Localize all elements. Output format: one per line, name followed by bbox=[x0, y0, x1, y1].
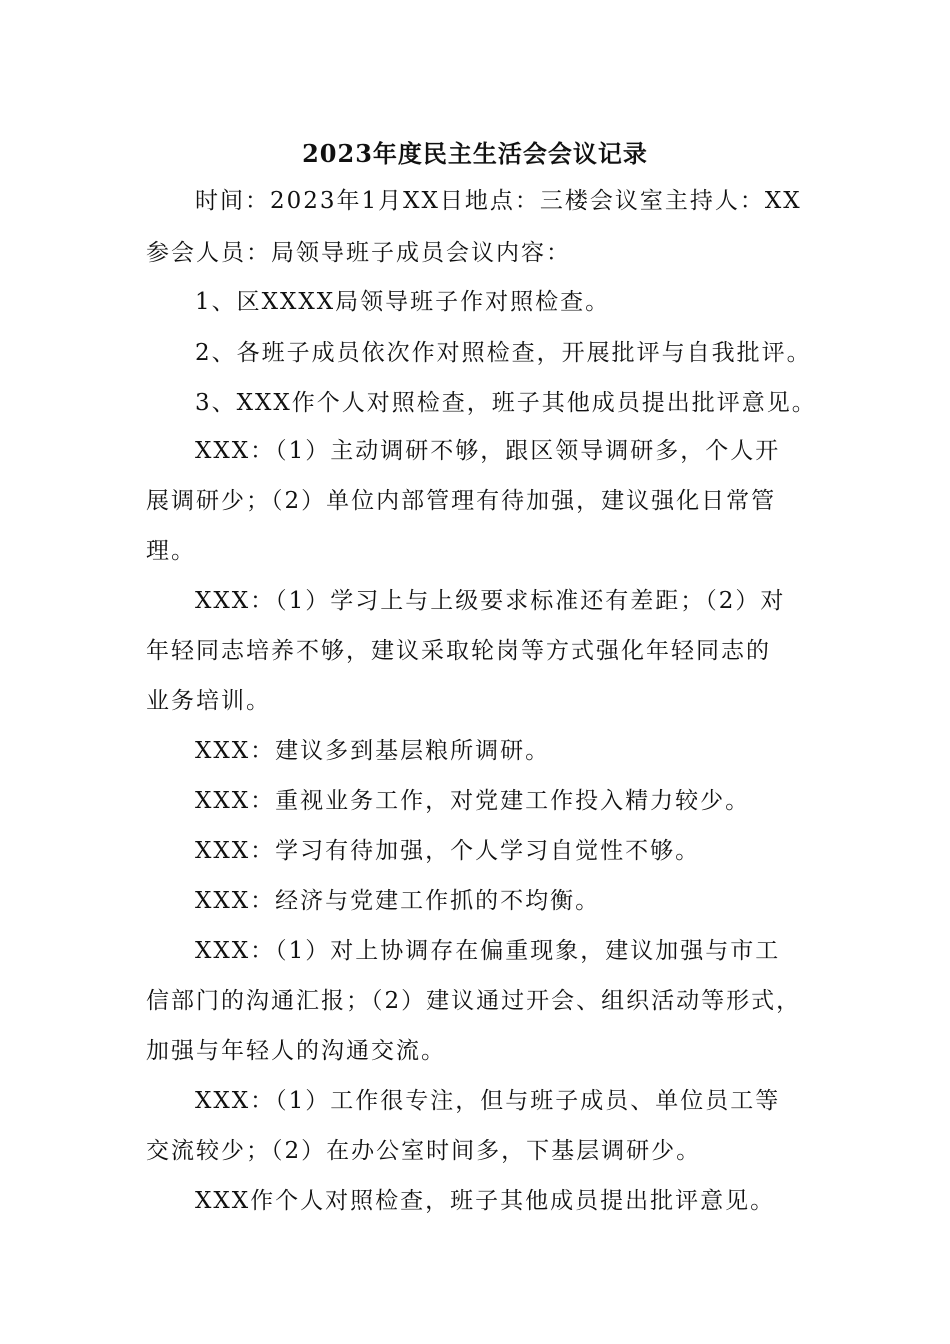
document-title: 2023年度民主生活会会议记录 bbox=[302, 139, 648, 168]
attendees-line: 参会人员：局领导班子成员会议内容： bbox=[146, 240, 571, 266]
opinion-paragraph-8-line-1: XXX：（1）工作很专注，但与班子成员、单位员工等 bbox=[195, 1088, 781, 1114]
opinion-paragraph-5: XXX：学习有待加强，个人学习自觉性不够。 bbox=[195, 838, 701, 864]
opinion-paragraph-2-line-3: 业务培训。 bbox=[146, 688, 271, 714]
opinion-paragraph-1-line-2: 展调研少；（2）单位内部管理有待加强，建议强化日常管 bbox=[146, 488, 777, 514]
agenda-item-1: 1、区XXXX局领导班子作对照检查。 bbox=[195, 289, 611, 315]
opinion-paragraph-3: XXX：建议多到基层粮所调研。 bbox=[195, 738, 551, 764]
opinion-paragraph-7-line-3: 加强与年轻人的沟通交流。 bbox=[146, 1038, 446, 1064]
opinion-paragraph-7-line-2: 信部门的沟通汇报；（2）建议通过开会、组织活动等形式， bbox=[146, 988, 802, 1014]
meeting-info-line: 时间：2023年1月XX日地点：三楼会议室主持人：XX bbox=[195, 188, 802, 214]
opinion-paragraph-2-line-2: 年轻同志培养不够，建议采取轮岗等方式强化年轻同志的 bbox=[146, 638, 771, 664]
opinion-paragraph-4: XXX：重视业务工作，对党建工作投入精力较少。 bbox=[195, 788, 751, 814]
opinion-paragraph-7-line-1: XXX：（1）对上协调存在偏重现象，建议加强与市工 bbox=[195, 938, 781, 964]
opinion-paragraph-1-line-1: XXX：（1）主动调研不够，跟区领导调研多，个人开 bbox=[195, 438, 781, 464]
opinion-paragraph-1-line-3: 理。 bbox=[146, 538, 196, 564]
agenda-item-2: 2、各班子成员依次作对照检查，开展批评与自我批评。 bbox=[195, 340, 812, 366]
agenda-item-3: 3、XXX作个人对照检查，班子其他成员提出批评意见。 bbox=[195, 390, 817, 416]
closing-paragraph: XXX作个人对照检查，班子其他成员提出批评意见。 bbox=[195, 1188, 776, 1214]
opinion-paragraph-8-line-2: 交流较少；（2）在办公室时间多，下基层调研少。 bbox=[146, 1138, 702, 1164]
opinion-paragraph-6: XXX：经济与党建工作抓的不均衡。 bbox=[195, 888, 601, 914]
opinion-paragraph-2-line-1: XXX：（1）学习上与上级要求标准还有差距；（2）对 bbox=[195, 588, 786, 614]
